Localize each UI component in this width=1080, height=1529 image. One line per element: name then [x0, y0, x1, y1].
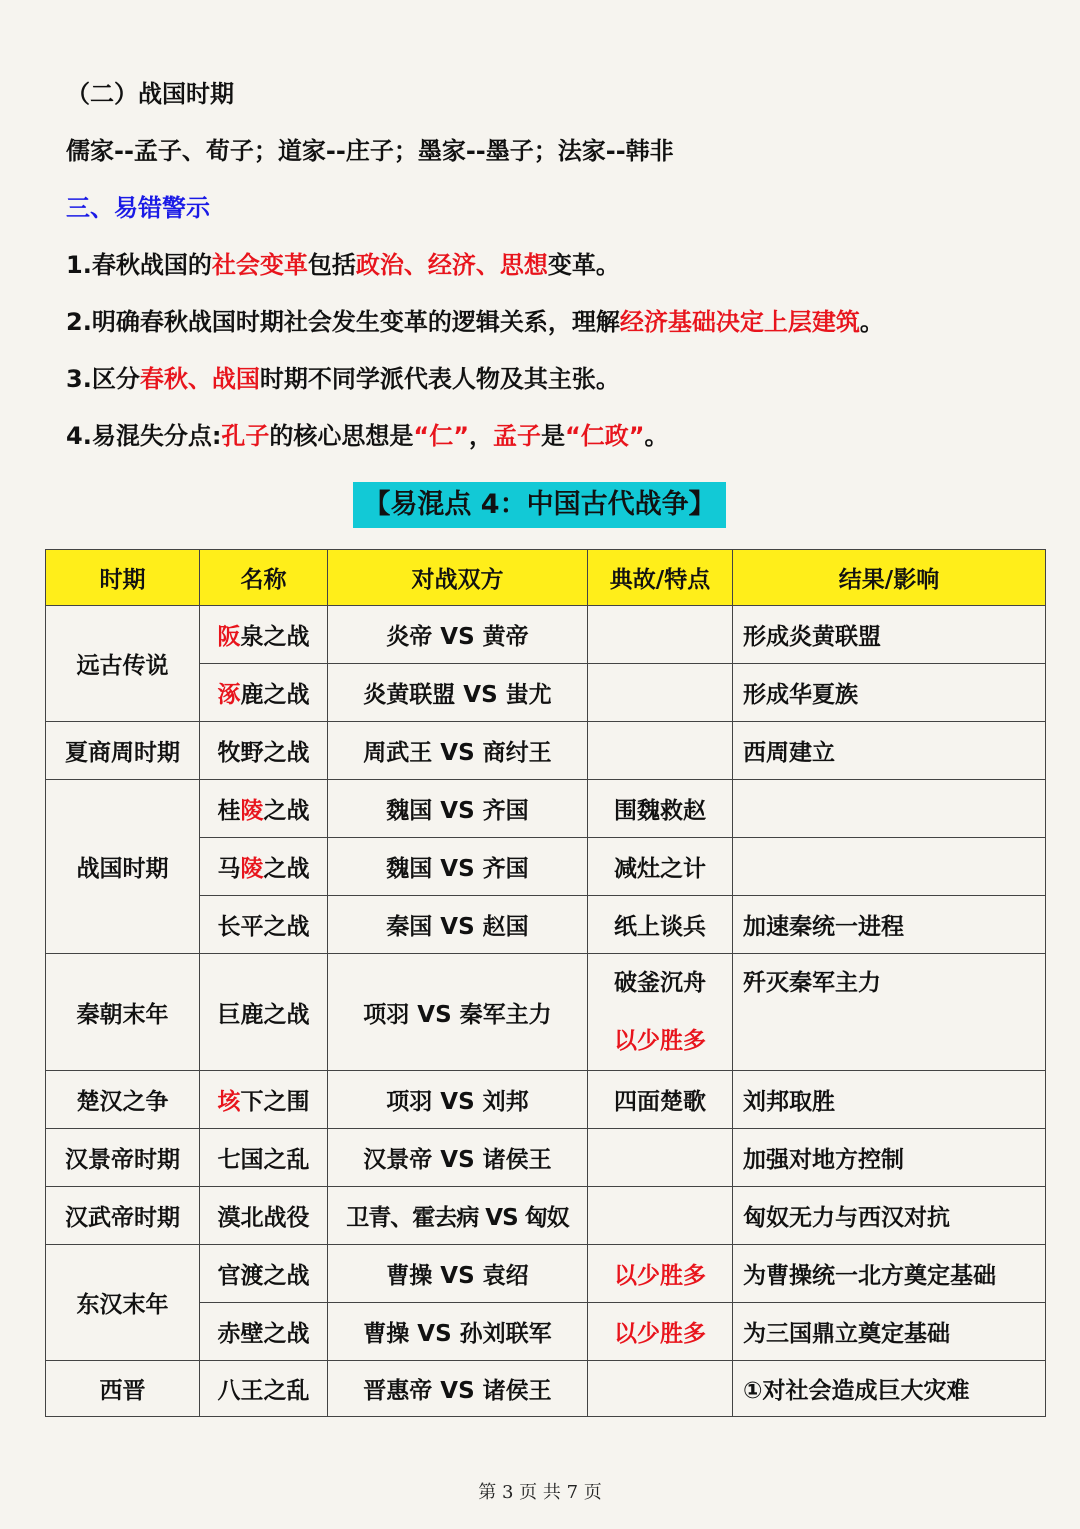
header-sides: 对战双方	[328, 550, 588, 606]
period-cell: 楚汉之争	[46, 1071, 200, 1129]
warning-4-text-b: 的核心思想是	[269, 422, 414, 450]
table-row	[46, 606, 1046, 664]
result-cell: 为曹操统一北方奠定基础	[733, 1245, 1046, 1303]
note-cell: 四面楚歌	[588, 1071, 733, 1129]
warning-1-highlight-b: 政治、经济、思想	[355, 251, 548, 279]
warning-item-4	[66, 420, 669, 452]
warning-4-text-e: 。	[644, 422, 669, 450]
note-text: 破釜沉舟	[614, 970, 706, 996]
warning-4-text-c: ，	[468, 422, 493, 450]
name-cell: 牧野之战	[200, 722, 328, 780]
result-cell: 刘邦取胜	[733, 1071, 1046, 1129]
page-footer: 第 3 页 共 7 页	[478, 1482, 602, 1503]
result-cell: 为三国鼎立奠定基础	[733, 1303, 1046, 1361]
note-cell	[588, 1187, 733, 1245]
name-cell	[200, 1071, 328, 1129]
note-cell	[588, 1129, 733, 1187]
name-cell: 漠北战役	[200, 1187, 328, 1245]
result-cell: 加强对地方控制	[733, 1129, 1046, 1187]
warning-4-highlight-d: “仁政”	[564, 422, 645, 450]
result-cell: 西周建立	[733, 722, 1046, 780]
name-highlight: 陵	[240, 856, 264, 882]
note-cell: 以少胜多	[588, 1245, 733, 1303]
sides-cell: 炎黄联盟 VS 蚩尤	[328, 664, 588, 722]
name-cell: 八王之乱	[200, 1361, 328, 1417]
period-cell: 战国时期	[46, 780, 200, 954]
note-cell: 减灶之计	[588, 838, 733, 896]
table-row	[46, 722, 1046, 780]
result-cell: ①对社会造成巨大灾难	[733, 1361, 1046, 1417]
header-name: 名称	[200, 550, 328, 606]
table-row	[46, 780, 1046, 838]
sides-cell: 卫青、霍去病 VS 匈奴	[328, 1187, 588, 1245]
sides-cell: 炎帝 VS 黄帝	[328, 606, 588, 664]
warning-1-text-a: 1.春秋战国的	[66, 251, 212, 279]
name-text: 泉之战	[240, 624, 310, 650]
name-cell: 巨鹿之战	[200, 954, 328, 1071]
name-text: 之战	[263, 856, 310, 882]
table-row	[46, 1361, 1046, 1417]
sides-cell: 晋惠帝 VS 诸侯王	[328, 1361, 588, 1417]
result-cell: 加速秦统一进程	[733, 896, 1046, 954]
name-highlight: 涿	[217, 682, 241, 708]
table-row	[46, 1071, 1046, 1129]
name-text: 鹿之战	[240, 682, 310, 708]
name-prefix: 桂	[217, 798, 241, 824]
result-cell: 形成炎黄联盟	[733, 606, 1046, 664]
note-cell	[588, 722, 733, 780]
period-cell: 夏商周时期	[46, 722, 200, 780]
note-cell	[588, 954, 733, 1071]
note-cell: 以少胜多	[588, 1303, 733, 1361]
sides-cell: 魏国 VS 齐国	[328, 838, 588, 896]
warning-1-text-b: 包括	[307, 251, 356, 279]
warning-1-highlight-a: 社会变革	[211, 251, 308, 279]
header-result: 结果/影响	[733, 550, 1046, 606]
name-highlight: 阪	[217, 624, 241, 650]
result-cell	[733, 838, 1046, 896]
sides-cell: 秦国 VS 赵国	[328, 896, 588, 954]
warnings-heading: 三、易错警示	[66, 194, 210, 222]
warning-item-3	[66, 363, 620, 395]
name-cell	[200, 606, 328, 664]
note-cell	[588, 1361, 733, 1417]
note-highlight: 以少胜多	[614, 1028, 706, 1054]
period-cell: 秦朝末年	[46, 954, 200, 1071]
sides-cell: 汉景帝 VS 诸侯王	[328, 1129, 588, 1187]
sides-cell: 曹操 VS 袁绍	[328, 1245, 588, 1303]
period-cell: 汉景帝时期	[46, 1129, 200, 1187]
period-cell: 汉武帝时期	[46, 1187, 200, 1245]
warning-item-2	[66, 306, 884, 338]
name-highlight: 陵	[240, 798, 264, 824]
result-cell: 形成华夏族	[733, 664, 1046, 722]
note-cell: 围魏救赵	[588, 780, 733, 838]
sides-cell: 周武王 VS 商纣王	[328, 722, 588, 780]
table-row	[46, 954, 1046, 1071]
war-table	[45, 549, 1046, 1417]
result-cell	[733, 780, 1046, 838]
table-row	[46, 1129, 1046, 1187]
table-row	[46, 1245, 1046, 1303]
result-cell: 匈奴无力与西汉对抗	[733, 1187, 1046, 1245]
name-cell: 官渡之战	[200, 1245, 328, 1303]
warning-4-text-a: 4.易混失分点:	[66, 422, 222, 450]
period-cell: 远古传说	[46, 606, 200, 722]
warning-3-highlight: 春秋、战国	[139, 365, 260, 393]
warning-item-1	[66, 249, 620, 281]
result-cell	[733, 954, 1046, 1071]
period-cell: 西晋	[46, 1361, 200, 1417]
warning-3-text-a: 3.区分	[66, 365, 140, 393]
schools-line: 儒家--孟子、荀子；道家--庄子；墨家--墨子；法家--韩非	[66, 137, 674, 165]
name-prefix: 马	[217, 856, 241, 882]
sides-cell: 曹操 VS 孙刘联军	[328, 1303, 588, 1361]
note-cell	[588, 664, 733, 722]
note-cell	[588, 606, 733, 664]
warning-4-highlight-c: 孟子	[492, 422, 541, 450]
sides-cell: 项羽 VS 刘邦	[328, 1071, 588, 1129]
section-heading-warring-states: （二）战国时期	[66, 80, 234, 108]
name-cell	[200, 664, 328, 722]
name-cell: 七国之乱	[200, 1129, 328, 1187]
warning-4-highlight-a: 孔子	[221, 422, 270, 450]
name-text: 下之围	[240, 1089, 310, 1115]
name-highlight: 垓	[217, 1089, 241, 1115]
note-cell: 纸上谈兵	[588, 896, 733, 954]
sides-cell: 魏国 VS 齐国	[328, 780, 588, 838]
warning-2-text-a: 2.明确春秋战国时期社会发生变革的逻辑关系，理解	[66, 308, 620, 336]
name-cell	[200, 780, 328, 838]
name-text: 之战	[263, 798, 310, 824]
warning-4-text-d: 是	[540, 422, 565, 450]
name-cell: 长平之战	[200, 896, 328, 954]
warning-1-text-c: 变革。	[547, 251, 620, 279]
war-table-title: 【易混点 4：中国古代战争】	[353, 482, 726, 528]
header-note: 典故/特点	[588, 550, 733, 606]
table-row	[46, 1187, 1046, 1245]
sides-cell: 项羽 VS 秦军主力	[328, 954, 588, 1071]
warning-2-highlight: 经济基础决定上层建筑	[619, 308, 860, 336]
name-cell: 赤壁之战	[200, 1303, 328, 1361]
result-text: 歼灭秦军主力	[743, 970, 881, 996]
warning-2-text-b: 。	[859, 308, 884, 336]
header-period: 时期	[46, 550, 200, 606]
warning-4-highlight-b: “仁”	[413, 422, 469, 450]
warning-3-text-b: 时期不同学派代表人物及其主张。	[259, 365, 620, 393]
table-header-row	[46, 550, 1046, 606]
name-cell	[200, 838, 328, 896]
period-cell: 东汉末年	[46, 1245, 200, 1361]
